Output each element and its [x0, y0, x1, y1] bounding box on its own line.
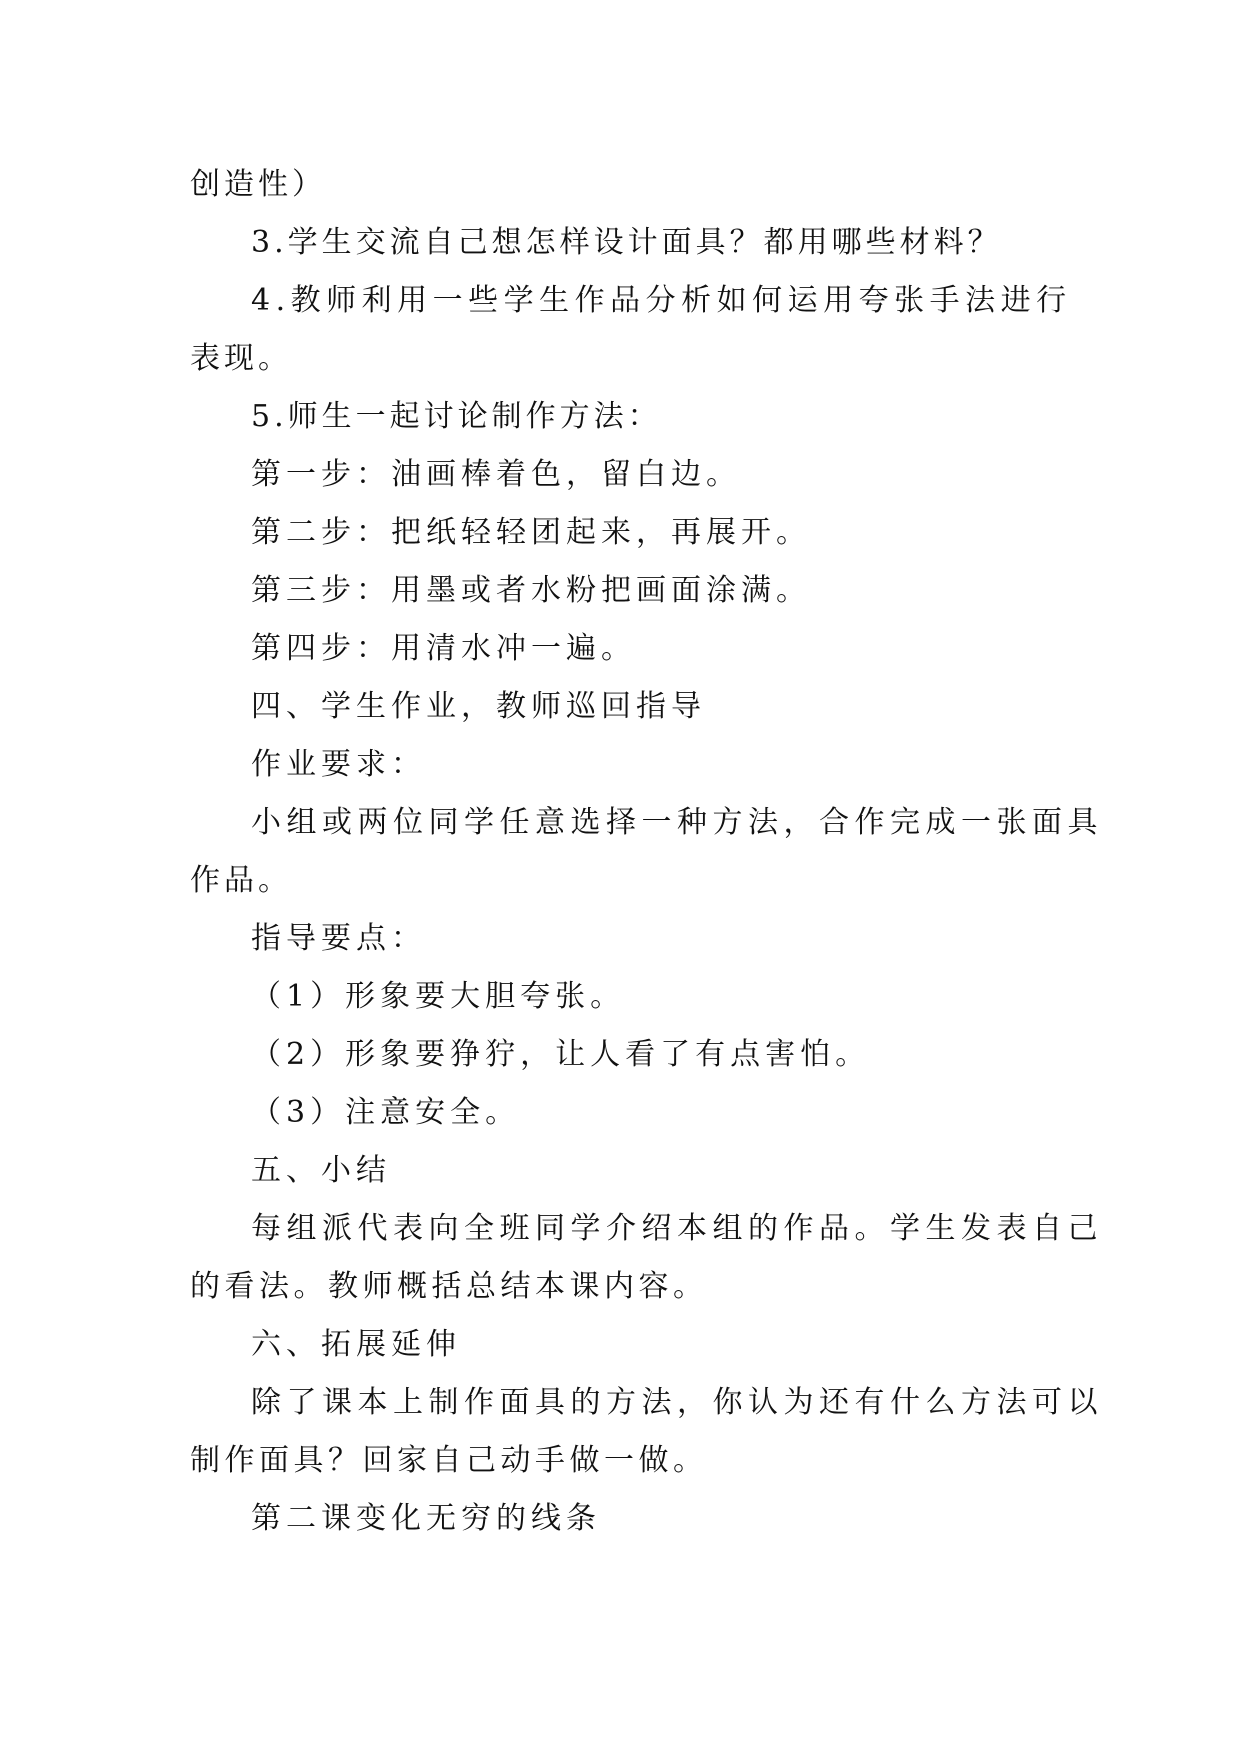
paragraph-extension: 除了课本上制作面具的方法，你认为还有什么方法可以: [251, 1385, 1103, 1420]
list-item-3: 3.学生交流自己想怎样设计面具？都用哪些材料？: [251, 225, 1002, 260]
step-4: 第四步：用清水冲一遍。: [251, 631, 636, 666]
paragraph-extension-continuation: 制作面具？回家自己动手做一做。: [190, 1443, 708, 1478]
paragraph-summary-continuation: 的看法。教师概括总结本课内容。: [190, 1269, 708, 1304]
paragraph-continuation: 创造性）: [190, 167, 326, 202]
subheading-requirements: 作业要求：: [251, 747, 426, 782]
lesson-title: 第二课变化无穷的线条: [251, 1501, 601, 1536]
section-heading-6: 六、拓展延伸: [251, 1327, 461, 1362]
step-2: 第二步：把纸轻轻团起来，再展开。: [251, 515, 811, 550]
list-item-4: 4.教师利用一些学生作品分析如何运用夸张手法进行: [251, 283, 1072, 318]
guidance-item-1: （1）形象要大胆夸张。: [251, 979, 626, 1014]
list-item-4-continuation: 表现。: [190, 341, 292, 376]
list-item-5: 5.师生一起讨论制作方法：: [251, 399, 662, 434]
section-heading-5: 五、小结: [251, 1153, 391, 1188]
step-3: 第三步：用墨或者水粉把画面涂满。: [251, 573, 811, 608]
paragraph-summary: 每组派代表向全班同学介绍本组的作品。学生发表自己: [251, 1211, 1103, 1246]
paragraph-requirements-continuation: 作品。: [190, 863, 292, 898]
subheading-guidance: 指导要点：: [251, 921, 426, 956]
section-heading-4: 四、学生作业，教师巡回指导: [251, 689, 706, 724]
guidance-item-2: （2）形象要狰狞，让人看了有点害怕。: [251, 1037, 871, 1072]
guidance-item-3: （3）注意安全。: [251, 1095, 521, 1130]
step-1: 第一步：油画棒着色，留白边。: [251, 457, 741, 492]
paragraph-requirements: 小组或两位同学任意选择一种方法，合作完成一张面具: [251, 805, 1103, 840]
